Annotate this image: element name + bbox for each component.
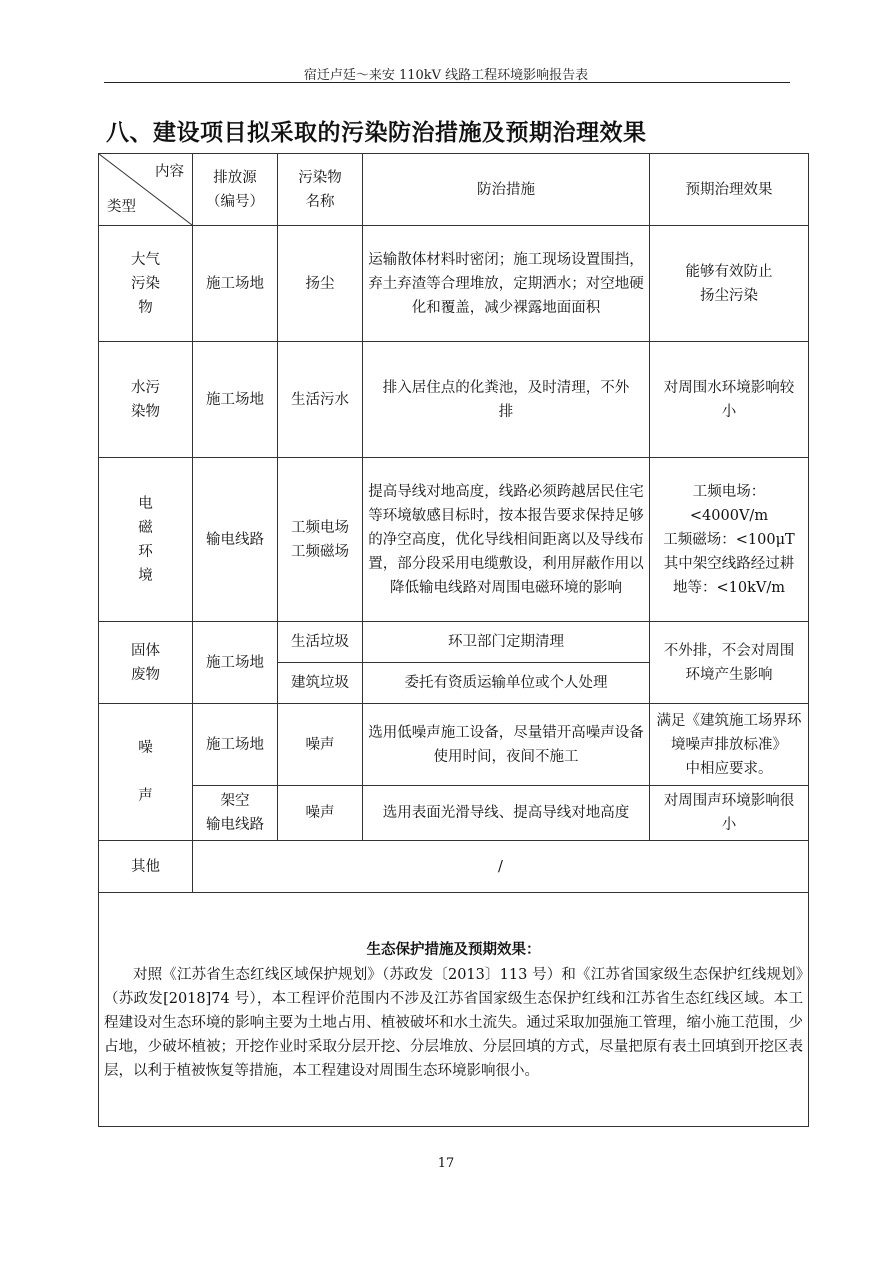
effect-cell: 满足《建筑施工场界环境噪声排放标准》 中相应要求。 [650, 704, 809, 786]
table-row [99, 622, 809, 663]
header-rule [104, 82, 790, 83]
effect-cell: 不外排，不会对周围 环境产生影响 [650, 622, 809, 704]
type-air: 大气 污染 物 [99, 226, 193, 342]
measures-cell: 提高导线对地高度，线路必须跨越居民住宅等环境敏感目标时，按本报告要求保持足够的净空高度，优化导线相间距离以及导线布置，部分段采用电缆敷设，利用屏蔽作用以降低输电线路对周围电磁环境的影响 [363, 458, 650, 622]
pollutant-cell: 生活垃圾 [278, 622, 363, 663]
header-type-label: 类型 [107, 199, 136, 215]
effect-cell: 工频电场：<4000V/m 工频磁场：<100μT 其中架空线路经过耕 地等：<10kV/m [650, 458, 809, 622]
measures-cell: 环卫部门定期清理 [363, 622, 650, 663]
ecology-row [99, 893, 809, 1127]
ecology-title: 生态保护措施及预期效果： [366, 940, 541, 958]
pollutant-cell: 工频电场 工频磁场 [278, 458, 363, 622]
table-row [99, 841, 809, 893]
ecology-cell [99, 893, 809, 1127]
table-header-row [99, 154, 809, 226]
pollutant-cell: 扬尘 [278, 226, 363, 342]
pollutant-cell: 噪声 [278, 704, 363, 786]
pollutant-cell: 噪声 [278, 786, 363, 841]
header-content-label: 内容 [155, 164, 184, 180]
effect-cell: 对周围声环境影响很 小 [650, 786, 809, 841]
effect-cell: 能够有效防止 扬尘污染 [650, 226, 809, 342]
pollutant-cell: 生活污水 [278, 342, 363, 458]
header-pollutant: 污染物 名称 [278, 154, 363, 226]
measures-cell: 委托有资质运输单位或个人处理 [363, 663, 650, 704]
source-cell: 输电线路 [193, 458, 278, 622]
header-effect: 预期治理效果 [650, 154, 809, 226]
source-cell: 施工场地 [193, 342, 278, 458]
running-header: 宿迁卢廷～来安 110kV 线路工程环境影响报告表 [303, 68, 589, 83]
header-source: 排放源 （编号） [193, 154, 278, 226]
diagonal-header-cell [99, 154, 193, 226]
type-other: 其他 [99, 841, 193, 893]
source-cell: 施工场地 [193, 226, 278, 342]
pollutant-cell: 建筑垃圾 [278, 663, 363, 704]
type-electromagnetic: 电 磁 环 境 [99, 458, 193, 622]
measures-cell: 运输散体材料时密闭；施工现场设置围挡，弃土弃渣等合理堆放，定期洒水；对空地硬化和覆盖，减少裸露地面面积 [363, 226, 650, 342]
type-water: 水污 染物 [99, 342, 193, 458]
header-measures: 防治措施 [363, 154, 650, 226]
measures-cell: 选用表面光滑导线、提高导线对地高度 [363, 786, 650, 841]
source-cell: 施工场地 [193, 622, 278, 704]
source-cell: 架空 输电线路 [193, 786, 278, 841]
table-row [99, 458, 809, 622]
table-row [99, 226, 809, 342]
table-row [99, 786, 809, 841]
page-number: 17 [437, 1156, 455, 1171]
section-title: 八、建设项目拟采取的污染防治措施及预期治理效果 [106, 120, 647, 146]
effect-cell: 对周围水环境影响较 小 [650, 342, 809, 458]
table-row [99, 342, 809, 458]
type-solid-waste: 固体 废物 [99, 622, 193, 704]
ecology-body: 对照《江苏省生态红线区域保护规划》（苏政发〔2013〕113 号）和《江苏省国家级生态保护红线规划》（苏政发[2018]74 号），本工程评价范围内不涉及江苏省国家级生态保护红线和江苏省生态红线区域。本工程建设对生态环境的影响主要为土地占用、植被破坏和水土流失。通过采取加强施工管理，缩小施工范围，少占地，少破坏植被；开挖作业时采取分层开挖、分层堆放、分层回填的方式，尽量把原有表土回填到开挖区表层，以利于植被恢复等措施，本工程建设对周围生态环境影响很小。 [104, 966, 803, 1079]
other-value-cell: / [193, 841, 809, 893]
measures-cell: 排入居住点的化粪池，及时清理，不外 排 [363, 342, 650, 458]
table-row [99, 704, 809, 786]
type-noise: 噪 声 [99, 704, 193, 841]
source-cell: 施工场地 [193, 704, 278, 786]
pollution-measures-table [98, 153, 809, 1127]
measures-cell: 选用低噪声施工设备，尽量错开高噪声设备使用时间，夜间不施工 [363, 704, 650, 786]
